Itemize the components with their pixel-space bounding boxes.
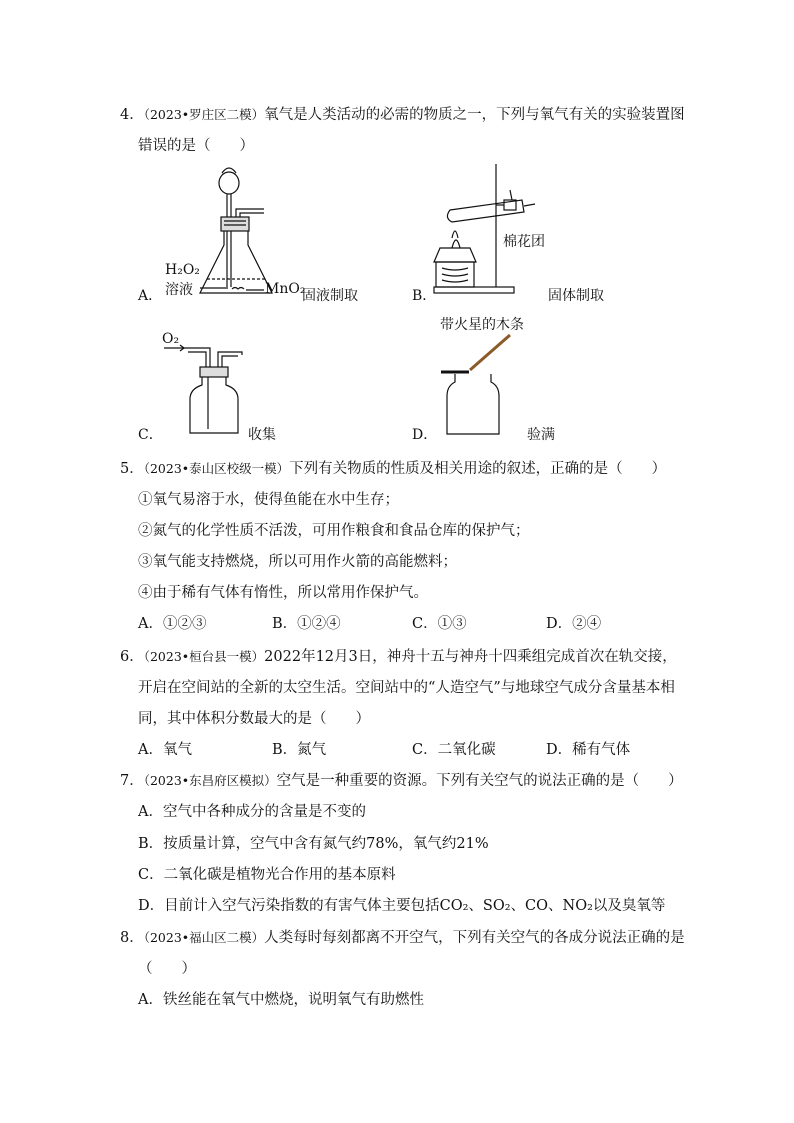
q8-stem: 人类每时每刻都离不开空气，下列有关空气的各成分说法正确的是 — [264, 930, 685, 946]
option-a-letter: A． — [138, 288, 163, 304]
q4-number: 4． — [120, 107, 144, 123]
label-h2o2: H₂O₂ — [165, 262, 200, 278]
q4-stem: 氧气是人类活动的必需的物质之一，下列与氧气有关的实验装置图 — [264, 107, 685, 123]
q7-number: 7． — [120, 773, 144, 789]
label-splint: 带火星的木条 — [440, 317, 524, 333]
q5-item-1: ①氧气易溶于水，使得鱼能在水中生存； — [138, 492, 399, 508]
q5-option-c: C．①③ — [412, 616, 467, 632]
q6-option-d: D．稀有气体 — [546, 742, 631, 758]
option-c-letter: C． — [138, 427, 163, 443]
q6-option-c: C．二氧化碳 — [412, 742, 496, 758]
q6-source: （2023•桓台县一模） — [143, 649, 265, 664]
q5-line1 — [120, 457, 666, 478]
q7-option-c: C．二氧化碳是植物光合作用的基本原料 — [138, 867, 396, 883]
q6-number: 6． — [120, 649, 144, 665]
q4-source: （2023•罗庄区二模） — [143, 107, 265, 122]
q5-option-d: D．②④ — [546, 616, 602, 632]
q5-number: 5． — [120, 461, 144, 477]
q6-stem2: 开启在空间站的全新的太空生活。空间站中的“人造空气”与地球空气成分含量基本相 — [138, 680, 675, 696]
q8-option-a: A．铁丝能在氧气中燃烧，说明氧气有助燃性 — [138, 992, 424, 1008]
label-solution: 溶液 — [165, 282, 193, 298]
q7-source: （2023•东昌府区模拟） — [143, 773, 277, 788]
q4-line1 — [120, 103, 685, 124]
label-mno2: MnO₂ — [265, 281, 306, 297]
option-b-letter: B． — [412, 288, 437, 304]
q4-stem2: 错误的是（ ） — [138, 138, 254, 154]
q5-source: （2023•泰山区校级一模） — [143, 461, 290, 476]
q6-stem: 2022年12月3日，神舟十五与神舟十四乘组完成首次在轨交接， — [264, 649, 677, 665]
q5-option-a: A．①②③ — [138, 616, 207, 632]
q5-stem: 下列有关物质的性质及相关用途的叙述，正确的是（ ） — [289, 461, 667, 477]
figure-b-heating — [430, 162, 540, 297]
q6-option-b: B．氮气 — [272, 742, 327, 758]
figure-c-collect — [162, 335, 252, 440]
label-o2: O₂ — [162, 331, 180, 347]
option-c-caption: 收集 — [248, 427, 276, 443]
option-b-caption: 固体制取 — [548, 288, 604, 304]
q5-item-4: ④由于稀有气体有惰性，所以常用作保护气。 — [138, 585, 428, 601]
q7-stem: 空气是一种重要的资源。下列有关空气的说法正确的是（ ） — [276, 773, 683, 789]
q8-stem2: （ ） — [138, 961, 196, 977]
q6-line1 — [120, 645, 677, 666]
q6-stem3: 同，其中体积分数最大的是（ ） — [138, 711, 370, 727]
q7-line1 — [120, 769, 683, 790]
q7-option-b: B．按质量计算，空气中含有氮气约78%，氧气约21% — [138, 836, 489, 852]
option-a-caption: 固液制取 — [302, 288, 358, 304]
q5-item-2: ②氮气的化学性质不活泼，可用作粮食和食品仓库的保护气； — [138, 523, 530, 539]
option-d-caption: 验满 — [527, 427, 555, 443]
label-cotton: 棉花团 — [503, 234, 545, 250]
q8-line1 — [120, 926, 685, 947]
q6-option-a: A．氧气 — [138, 742, 192, 758]
q8-source: （2023•福山区二模） — [143, 930, 265, 945]
q7-option-a: A．空气中各种成分的含量是不变的 — [138, 804, 366, 820]
option-d-letter: D． — [412, 427, 438, 443]
q8-number: 8． — [120, 930, 144, 946]
q5-option-b: B．①②④ — [272, 616, 341, 632]
figure-d-verify — [435, 330, 535, 438]
q5-item-3: ③氧气能支持燃烧，所以可用作火箭的高能燃料； — [138, 554, 457, 570]
q7-option-d: D．目前计入空气污染指数的有害气体主要包括CO₂、SO₂、CO、NO₂以及臭氧等 — [138, 898, 666, 914]
